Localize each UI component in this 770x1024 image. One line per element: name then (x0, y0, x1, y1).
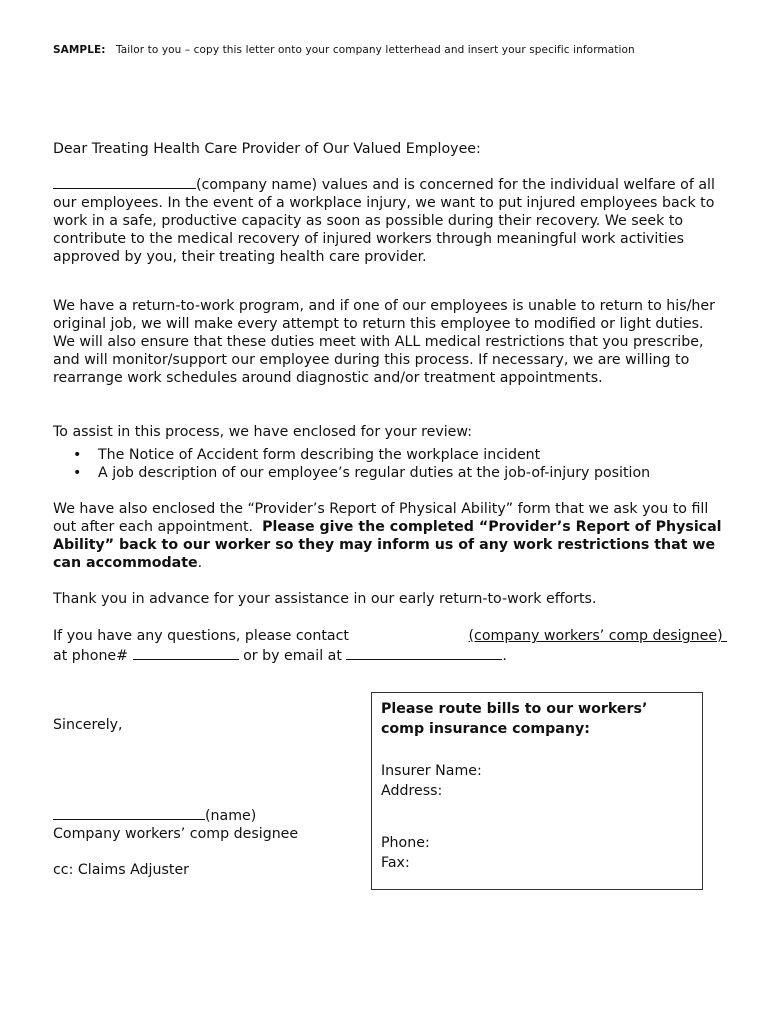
routing-heading: Please route bills to our workers’ comp insurance company: (381, 701, 648, 737)
company-name-blank[interactable] (53, 174, 196, 189)
insurer-name-label: Insurer Name: (381, 763, 482, 779)
fax-label: Fax: (381, 855, 410, 871)
signature-name-hint: (name) (205, 808, 257, 824)
bullet-icon: • (73, 465, 82, 481)
email-blank[interactable] (346, 645, 502, 660)
paragraph-intro-text: values and is concerned for the individual welfare of all our employees. In the event of a workplace injury, we want to put injured employees back to work in a safe, productive capacity as soon as possible during their recovery. We seek to contribute to the medical recovery of injured workers through meaningful work activities approved by you, their treating health care provider. (53, 177, 715, 265)
enclosure-list (73, 446, 733, 482)
signature-title: Company workers’ comp designee (53, 826, 299, 842)
phone-blank[interactable] (133, 645, 239, 660)
sample-instructions (53, 44, 635, 56)
paragraph-intro (53, 174, 728, 266)
paragraph-enclosures-intro: To assist in this process, we have enclosed for your review: (53, 424, 472, 440)
phone-label: Phone: (381, 835, 430, 851)
cc-line: cc: Claims Adjuster (53, 862, 190, 878)
signature-name-blank[interactable] (53, 805, 205, 820)
paragraph-contact: If you have any questions, please contact (company workers’ comp designee) at phone# or by email at . (53, 628, 732, 664)
signature-block (53, 805, 353, 879)
address-label: Address: (381, 783, 443, 799)
company-name-hint: (company name) (196, 177, 318, 193)
list-item: • The Notice of Accident form describing the workplace incident (73, 447, 541, 463)
salutation: Dear Treating Health Care Provider of Our Valued Employee: (53, 141, 481, 157)
list-item: • A job description of our employee’s regular duties at the job-of-injury position (73, 465, 651, 481)
paragraph-report-form: We have also enclosed the “Provider’s Report of Physical Ability” form that we ask you to fill out after each appointment. Please give the completed “Provider’s Report of Physical Ability” back to our worker so they may inform us of any work restrictions that we can accommodate. (53, 501, 722, 571)
paragraph-program: We have a return-to-work program, and if one of our employees is unable to return to his/her original job, we will make every attempt to return this employee to modified or light duties. We will also ensure that these duties meet with ALL medical restrictions that you prescribe, and will monitor/support our employee during this process. If necessary, we are willing to rearrange work schedules around diagnostic and/or treatment appointments. (53, 298, 715, 386)
contact-designee-blank[interactable]: (company workers’ comp designee) (468, 628, 723, 644)
closing: Sincerely, (53, 717, 123, 733)
sample-note-text: Tailor to you – copy this letter onto your company letterhead and insert your specific information (115, 44, 635, 56)
paragraph-thanks: Thank you in advance for your assistance in our early return-to-work efforts. (53, 591, 597, 607)
insurance-routing-box (371, 692, 703, 890)
report-instruction-bold: Please give the completed “Provider’s Report of Physical Ability” back to our worker so they may inform us of any work restrictions that we can accommodate (53, 519, 722, 571)
sample-label: SAMPLE: (53, 44, 106, 56)
bullet-icon: • (73, 447, 82, 463)
